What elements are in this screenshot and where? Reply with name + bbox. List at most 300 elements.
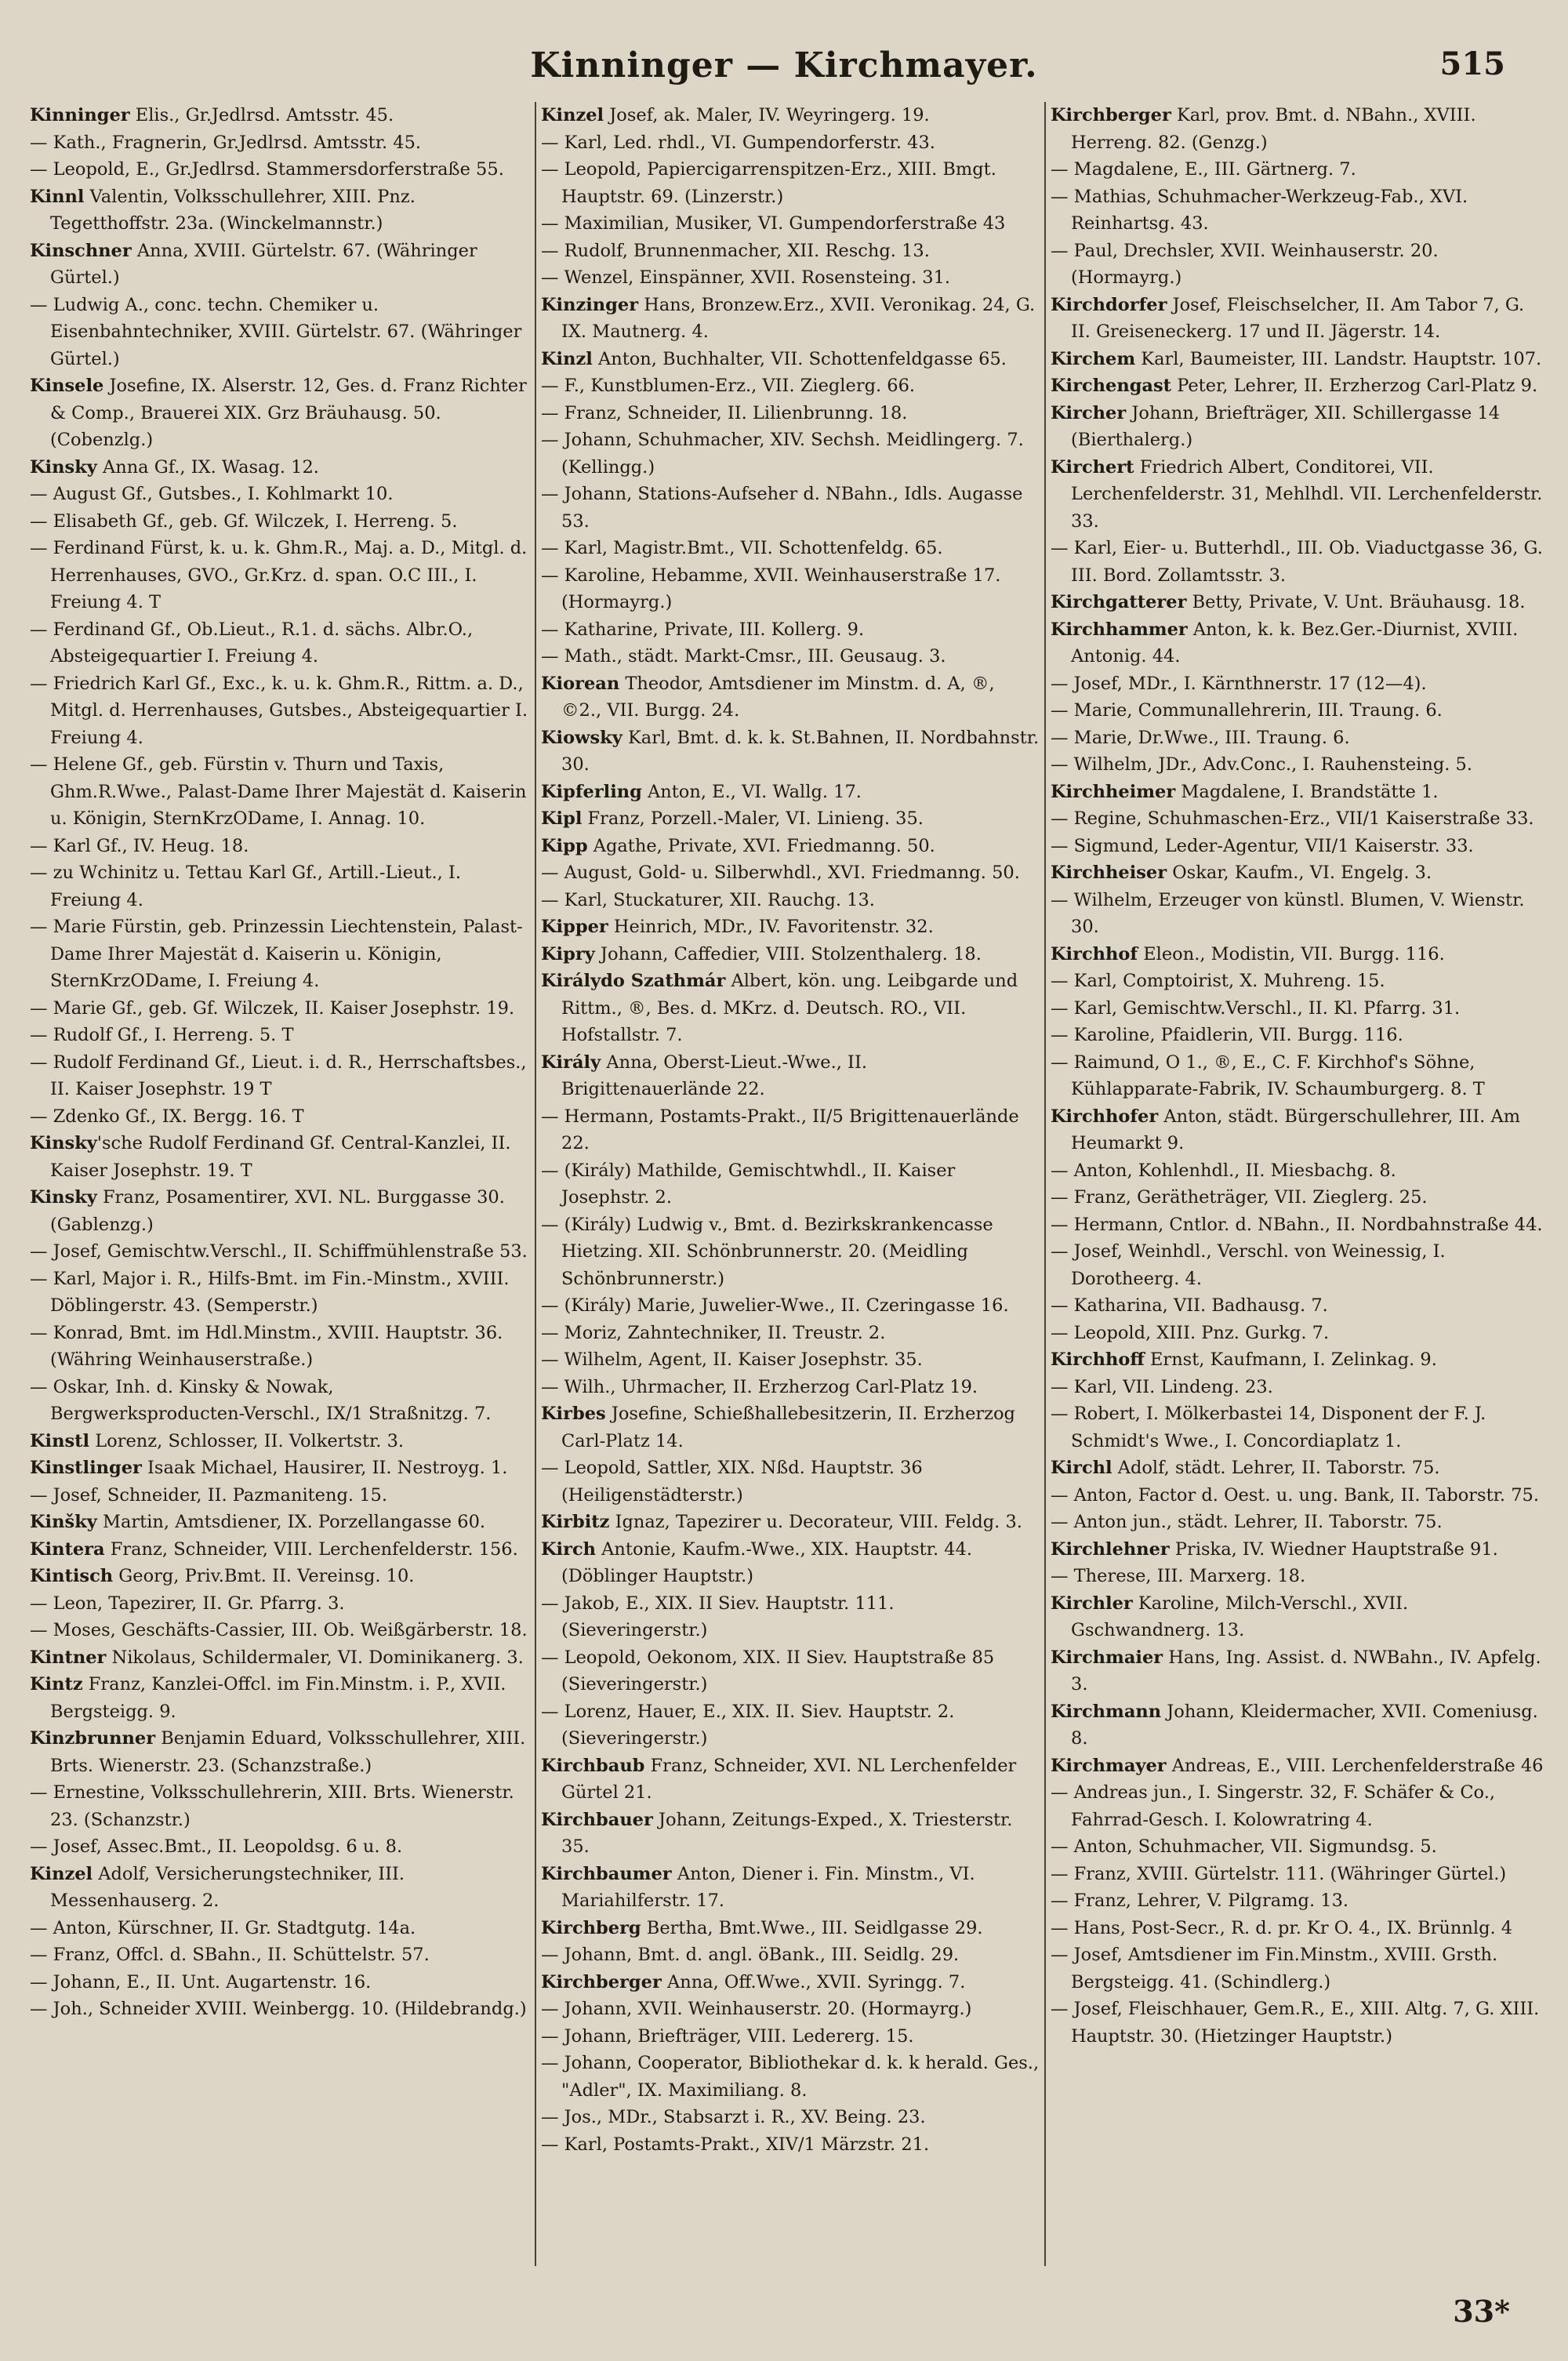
directory-entry [541,725,1040,779]
directory-entry [1051,725,1549,752]
entry-details: Karl, Baumeister, III. Landstr. Hauptstr. 107. [1135,348,1542,369]
entry-details: — Karoline, Hebamme, XVII. Weinhauserstraße 17. (Hormayrg.) [541,565,1001,612]
entry-details: Franz, Kanzlei-Offcl. im Fin.Minstm. i. P., XVII. Bergsteigg. 9. [50,1674,506,1722]
entry-details: — Helene Gf., geb. Fürstin v. Thurn und Taxis, Ghm.R.Wwe., Palast-Dame Ihrer Majestät d. Kaiserin u. Königin, SternKrzODame, I. Annag. 10. [30,754,527,829]
directory-entry [30,751,530,833]
entry-details: — August, Gold- u. Silberwhdl., XVI. Friedmanng. 50. [541,863,1020,883]
entry-surname: Kirchhammer [1051,619,1188,640]
entry-details: — Anton, Factor d. Oest. u. ung. Bank, II. Taborstr. 75. [1051,1484,1540,1506]
directory-entry [1051,1753,1549,1780]
directory-entry [30,1509,530,1536]
directory-entry [1051,1833,1549,1861]
directory-entry [1051,1644,1549,1698]
directory-entry [541,1157,1040,1211]
entry-surname: Kinsky [30,1187,97,1208]
directory-entry [1051,1320,1549,1347]
entry-details: Eleon., Modistin, VII. Burgg. 116. [1138,943,1445,964]
directory-entry [541,210,1040,238]
entry-details: — Karoline, Pfaidlerin, VII. Burgg. 116. [1051,1025,1403,1045]
entry-details: — August Gf., Gutsbes., I. Kohlmarkt 10. [30,484,394,504]
directory-entry [1051,1238,1549,1292]
entry-details: Oskar, Kaufm., VI. Engelg. 3. [1167,863,1432,883]
directory-entry [30,995,530,1022]
entry-details: Johann, Caffedier, VIII. Stolzenthalerg. 18. [594,943,982,964]
entry-surname: Kinstl [30,1430,90,1451]
entry-details: Ernst, Kaufmann, I. Zelinkag. 9. [1144,1349,1437,1370]
directory-entry [1051,1374,1549,1401]
directory-entry [541,779,1040,806]
directory-entry [30,508,530,536]
directory-entry [30,1861,530,1915]
entry-details: Heinrich, MDr., IV. Favoritenstr. 32. [608,917,934,937]
entry-details: Magdalene, I. Brandstätte 1. [1175,781,1439,802]
entry-details: Anton, städt. Bürgerschullehrer, III. Am Heumarkt 9. [1071,1106,1521,1153]
entry-details: — Wenzel, Einspänner, XVII. Rosensteing. 31. [541,267,951,288]
entry-surname: Kirchdorfer [1051,294,1167,315]
entry-details: — Johann, Cooperator, Bibliothekar d. k. k herald. Ges., "Adler", IX. Maximiliang. 8. [541,2053,1040,2101]
entry-surname: Kipry [541,943,595,964]
entry-details: — Karl, Eier- u. Butterhdl., III. Ob. Viaductgasse 36, G. III. Bord. Zollamtsstr. 3. [1051,538,1543,586]
entry-details: — Robert, I. Mölkerbastei 14, Disponent der F. J. Schmidt's Wwe., I. Concordiaplatz 1. [1051,1404,1486,1451]
directory-entry [541,1346,1040,1374]
entry-details: Franz, Schneider, XVI. NL Lerchenfelder Gürtel 21. [561,1755,1017,1803]
directory-entry [30,616,530,670]
directory-entry [541,670,1040,725]
entry-details: — Josef, Fleischhauer, Gem.R., E., XIII. Altg. 7, G. XIII. Hauptstr. 30. (Hietzinger Hauptstr.) [1051,1999,1540,2047]
entry-details: — Karl Gf., IV. Heug. 18. [30,835,249,856]
directory-entry [541,129,1040,157]
entry-details: — Johann, E., II. Unt. Augartenstr. 16. [30,1971,372,1992]
directory-entry [541,1374,1040,1401]
directory-entry [541,859,1040,887]
directory-entry [1051,1915,1549,1942]
entry-details: Georg, Priv.Bmt. II. Vereinsg. 10. [113,1566,415,1586]
entry-details: — Franz, Lehrer, V. Pilgramg. 13. [1051,1891,1349,1911]
entry-details: — Jos., MDr., Stabsarzt i. R., XV. Being. 23. [541,2107,926,2127]
directory-entry [541,1969,1040,1996]
directory-entry [30,156,530,183]
entry-details: Bertha, Bmt.Wwe., III. Seidlgasse 29. [641,1917,983,1938]
directory-entry [30,535,530,616]
directory-entry [30,1915,530,1942]
entry-details: — Ferdinand Gf., Ob.Lieut., R.1. d. sächs. Albr.O., Absteigequartier I. Freiung 4. [30,619,474,667]
directory-entry [30,1022,530,1049]
directory-entry [1051,1455,1549,1482]
directory-entry [1051,238,1549,292]
directory-entry [541,238,1040,265]
entry-details: — Rudolf, Brunnenmacher, XII. Reschg. 13. [541,240,930,261]
entry-details: — Maximilian, Musiker, VI. Gumpendorferstraße 43 [541,213,1006,234]
directory-entry [30,238,530,292]
directory-entry [1051,1536,1549,1564]
entry-surname: Kinzinger [541,294,639,315]
entry-details: — Karl, Stuckaturer, XII. Rauchg. 13. [541,889,875,910]
directory-entry [30,1428,530,1455]
directory-entry [30,1482,530,1509]
entry-details: — Regine, Schuhmaschen-Erz., VII/1 Kaiserstraße 33. [1051,808,1534,829]
entry-details: — Franz, Gerätheträger, VII. Zieglerg. 25. [1051,1187,1428,1208]
directory-entry [1051,995,1549,1022]
entry-details: — Mathias, Schuhmacher-Werkzeug-Fab., XVI. Reinhartsg. 43. [1051,186,1468,234]
entry-surname: Kirchlehner [1051,1538,1170,1560]
running-head: Kinninger — Kirchmayer. [530,45,1038,85]
directory-entry [30,292,530,373]
entry-details: — Ludwig A., conc. techn. Chemiker u. Eisenbahntechniker, XVIII. Gürtelstr. 67. (Währinger Gürtel.) [30,294,522,369]
entry-surname: Kintner [30,1647,107,1668]
entry-details: Anton, E., VI. Wallg. 17. [641,781,862,802]
directory-entry [541,372,1040,400]
entry-surname: Kirchhof [1051,943,1138,964]
directory-entry [541,1211,1040,1293]
directory-entry [541,1320,1040,1347]
directory-entry [30,1941,530,1969]
directory-entry [30,1455,530,1482]
entry-details: Benjamin Eduard, Volksschullehrer, XIII. Brts. Wienerstr. 23. (Schanzstraße.) [50,1728,526,1776]
directory-entry [1051,1861,1549,1888]
entry-details: — Karl, VII. Lindeng. 23. [1051,1376,1273,1397]
directory-entry [541,1292,1040,1320]
directory-entry [1051,1292,1549,1320]
entry-details: — Franz, Schneider, II. Lilienbrunng. 18. [541,402,908,423]
entry-details: — Karl, Magistr.Bmt., VII. Schottenfeldg. 65. [541,538,943,558]
directory-entry [30,1049,530,1103]
entry-surname: Kirchl [1051,1458,1112,1478]
directory-entry [541,427,1040,481]
directory-entry [1051,183,1549,238]
directory-entry [541,2050,1040,2104]
directory-entry [1051,1482,1549,1509]
directory-entry [30,102,530,129]
entry-details: — Anton, Schuhmacher, VII. Sigmundsg. 5. [1051,1836,1437,1857]
directory-entry [1051,1779,1549,1833]
entry-details: — Johann, Briefträger, VIII. Ledererg. 15. [541,2025,914,2047]
column-right [1044,102,1554,2266]
entry-details: Hans, Ing. Assist. d. NWBahn., IV. Apfelg. 3. [1071,1647,1541,1694]
directory-entry [1051,1563,1549,1590]
entry-surname: Kiowsky [541,727,622,748]
directory-entry [1051,1103,1549,1157]
directory-entry [541,2104,1040,2131]
directory-entry [541,1536,1040,1590]
entry-details: — Therese, III. Marxerg. 18. [1051,1566,1306,1586]
entry-details: — (Király) Ludwig v., Bmt. d. Bezirkskrankencasse Hietzing. XII. Schönbrunnerstr. 20. (Meidling Schönbrunnerstr.) [541,1214,993,1289]
entry-surname: Kirchberg [541,1917,641,1938]
entry-details: — Josef, Amtsdiener im Fin.Minstm., XVIII. Grsth. Bergsteigg. 41. (Schindlerg.) [1051,1945,1498,1992]
directory-entry [541,156,1040,210]
entry-surname: Kinsky [30,1133,97,1153]
page-number: 515 [1439,45,1505,82]
entry-surname: Kintz [30,1674,83,1694]
entry-details: — Karl, Comptoirist, X. Muhreng. 15. [1051,971,1385,991]
entry-surname: Kinzel [30,1863,93,1884]
entry-details: Anton, Buchhalter, VII. Schottenfeldgasse 65. [592,348,1007,369]
entry-details: Josef, ak. Maler, IV. Weyringerg. 19. [604,105,930,125]
directory-entry [1051,400,1549,454]
directory-entry [1051,372,1549,400]
directory-entry [30,1266,530,1320]
entry-details: — Katharine, Private, III. Kollerg. 9. [541,619,865,640]
directory-entry [30,1103,530,1131]
entry-details: — Moriz, Zahntechniker, II. Treustr. 2. [541,1322,886,1343]
entry-surname: Kinsele [30,376,104,396]
entry-surname: Kintera [30,1538,105,1560]
entry-details: — Johann, Bmt. d. angl. öBank., III. Seidlg. 29. [541,1945,960,1965]
entry-details: — Rudolf Ferdinand Gf., Lieut. i. d. R., Herrschaftsbes., II. Kaiser Josephstr. 19 T [30,1052,527,1099]
entry-details: — Andreas jun., I. Singerstr. 32, F. Schäfer & Co., Fahrrad-Gesch. I. Kolowratring 4. [1051,1782,1496,1830]
column-left [25,102,535,2266]
entry-details: Andreas, E., VIII. Lerchenfelderstraße 46 [1166,1755,1544,1776]
entry-details: — Anton jun., städt. Lehrer, II. Taborstr. 75. [1051,1512,1443,1532]
entry-details: — Wilhelm, JDr., Adv.Conc., I. Rauhensteing. 5. [1051,754,1472,775]
entry-surname: Kirbitz [541,1512,610,1532]
entry-surname: Kirchbauer [541,1809,653,1830]
directory-entry [541,1049,1040,1103]
directory-entry [30,1617,530,1644]
entry-details: Karl, prov. Bmt. d. NBahn., XVIII. Herreng. 82. (Genzg.) [1071,105,1476,153]
directory-entry [541,1455,1040,1509]
entry-details: — Leopold, XIII. Pnz. Gurkg. 7. [1051,1322,1330,1343]
entry-details: — Hans, Post-Secr., R. d. pr. Kr O. 4., IX. Brünnlg. 4 [1051,1917,1513,1938]
directory-entry [1051,1941,1549,1996]
directory-entry [541,1590,1040,1644]
entry-details: Martin, Amtsdiener, IX. Porzellangasse 60. [96,1512,486,1532]
entry-details: Valentin, Volksschullehrer, XIII. Pnz. Tegetthoffstr. 23a. (Winckelmannstr.) [50,186,416,234]
directory-entry [541,1941,1040,1969]
directory-entry [1051,779,1549,806]
entry-details: — Johann, Schuhmacher, XIV. Sechsh. Meidlingerg. 7. (Kellingg.) [541,430,1024,478]
directory-entry [541,968,1040,1049]
entry-details: Anton, Diener i. Fin. Minstm., VI. Mariahilferstr. 17. [561,1863,975,1911]
entry-surname: Kipl [541,808,583,829]
directory-entry [541,2023,1040,2050]
entry-details: — (Király) Mathilde, Gemischtwhdl., II. Kaiser Josephstr. 2. [541,1160,956,1208]
entry-details: — Hermann, Cntlor. d. NBahn., II. Nordbahnstraße 44. [1051,1214,1543,1235]
entry-details: Hans, Bronzew.Erz., XVII. Veronikag. 24, G. IX. Mautnerg. 4. [561,294,1036,342]
entry-surname: Kinsky [30,456,97,478]
directory-entry [1051,941,1549,968]
directory-entry [1051,968,1549,995]
entry-surname: Kirchheiser [1051,863,1167,883]
directory-entry [30,1184,530,1238]
directory-entry [541,346,1040,373]
directory-entry [1051,1400,1549,1455]
directory-entry [541,1807,1040,1861]
directory-entry [1051,1590,1549,1644]
entry-details: — Kath., Fragnerin, Gr.Jedlrsd. Amtsstr. 45. [30,132,422,153]
entry-details: Betty, Private, V. Unt. Bräuhausg. 18. [1186,592,1526,612]
entry-surname: Kirchbaub [541,1755,645,1776]
entry-details: — Josef, Weinhdl., Verschl. von Weinessig, I. Dorotheerg. 4. [1051,1241,1446,1289]
entry-details: Anton, k. k. Bez.Ger.-Diurnist, XVIII. Antonig. 44. [1071,619,1519,667]
entry-details: Josefine, IX. Alserstr. 12, Ges. d. Franz Richter & Comp., Brauerei XIX. Grz Bräuhausg. 50. (Cobenzlg.) [50,376,527,450]
directory-entry [1051,670,1549,698]
entry-details: Lorenz, Schlosser, II. Volkertstr. 3. [89,1430,405,1451]
entry-surname: Király [541,1052,601,1073]
entry-details: Friedrich Albert, Conditorei, VII. Lerchenfelderstr. 31, Mehlhdl. VII. Lerchenfelderstr. 33. [1071,456,1543,532]
entry-details: — Anton, Kürschner, II. Gr. Stadtgutg. 14a. [30,1917,416,1938]
entry-surname: Kiorean [541,673,620,694]
entry-details: — Karl, Gemischtw.Verschl., II. Kl. Pfarrg. 31. [1051,997,1461,1019]
entry-details: — Wilhelm, Erzeuger von künstl. Blumen, V. Wienstr. 30. [1051,889,1525,937]
entry-surname: Kirchhoff [1051,1349,1145,1370]
entry-surname: Kipferling [541,781,642,802]
directory-entry [541,1400,1040,1455]
directory-entry [1051,102,1549,156]
directory-entry [30,1320,530,1374]
directory-entry [1051,454,1549,536]
page-header [0,45,1568,93]
directory-entry [30,129,530,157]
entry-details: — Ferdinand Fürst, k. u. k. Ghm.R., Maj. a. D., Mitgl. d. Herrenhauses, GVO., Gr.Krz. d. span. O.C III., I. Freiung 4. T [30,538,528,612]
entry-details: — Karl, Postamts-Prakt., XIV/1 Märzstr. 21. [541,2134,930,2155]
entry-details: — Leon, Tapezirer, II. Gr. Pfarrg. 3. [30,1593,345,1614]
directory-entry [541,102,1040,129]
entry-details: Ignaz, Tapezirer u. Decorateur, VIII. Feldg. 3. [609,1512,1022,1532]
directory-entry [30,1238,530,1266]
directory-entry [30,670,530,752]
directory-entry [541,562,1040,616]
entry-surname: Kinzel [541,105,604,125]
entry-surname: Kinzl [541,348,593,369]
directory-entry [541,2131,1040,2159]
entry-details: — Karl, Led. rhdl., VI. Gumpendorferstr. 43. [541,132,935,153]
entry-details: Franz, Porzell.-Maler, VI. Linieng. 35. [582,808,924,829]
entry-details: — F., Kunstblumen-Erz., VII. Zieglerg. 66. [541,376,916,396]
entry-details: — Jakob, E., XIX. II Siev. Hauptstr. 111. (Sieveringerstr.) [541,1593,895,1640]
entry-details: — Josef, MDr., I. Kärnthnerstr. 17 (12—4). [1051,673,1427,694]
entry-surname: Kirchberger [541,1971,662,1992]
entry-details: — Leopold, Oekonom, XIX. II Siev. Hauptstraße 85 (Sieveringerstr.) [541,1647,995,1694]
entry-details: — Marie Fürstin, geb. Prinzessin Liechtenstein, Palast-Dame Ihrer Majestät d. Kaiserin u. Königin, SternKrzODame, I. Freiung 4. [30,917,523,991]
directory-entry [30,1130,530,1184]
directory-entry [1051,535,1549,589]
directory-entry [1051,616,1549,670]
directory-entry [1051,156,1549,183]
column-middle [535,102,1044,2266]
directory-entry [30,859,530,914]
directory-entry [541,1644,1040,1698]
directory-entry [1051,805,1549,833]
entry-surname: Kirchert [1051,456,1134,478]
directory-entry [541,292,1040,346]
entry-details: — Johann, Stations-Aufseher d. NBahn., Idls. Augasse 53. [541,484,1023,532]
entry-details: — Moses, Geschäfts-Cassier, III. Ob. Weißgärberstr. 18. [30,1620,528,1640]
directory-entry [541,1861,1040,1915]
entry-surname: Kircher [1051,402,1127,423]
entry-details: — Oskar, Inh. d. Kinsky & Nowak, Bergwerksproducten-Verschl., IX/1 Straßnitzg. 7. [30,1376,492,1424]
directory-entry [541,264,1040,292]
entry-details: Karoline, Milch-Verschl., XVII. Gschwandnerg. 13. [1071,1593,1409,1640]
entry-surname: Kinšky [30,1512,97,1532]
entry-details: 'sche Rudolf Ferdinand Gf. Central-Kanzlei, II. Kaiser Josephstr. 19. T [50,1133,511,1181]
directory-entry [30,372,530,454]
entry-details: Anna Gf., IX. Wasag. 12. [96,456,319,478]
directory-entry [541,1753,1040,1807]
entry-details: — Ernestine, Volksschullehrerin, XIII. Brts. Wienerstr. 23. (Schanzstr.) [30,1782,514,1830]
entry-details: — Anton, Kohlenhdl., II. Miesbachg. 8. [1051,1160,1396,1181]
entry-details: — Josef, Assec.Bmt., II. Leopoldsg. 6 u. 8. [30,1836,403,1857]
entry-surname: Kinninger [30,105,130,125]
entry-details: Agathe, Private, XVI. Friedmanng. 50. [587,835,935,856]
entry-details: — Rudolf Gf., I. Herreng. 5. T [30,1025,294,1045]
entry-surname: Kirchmayer [1051,1755,1167,1776]
entry-details: Anna, XVIII. Gürtelstr. 67. (Währinger Gürtel.) [50,240,477,288]
entry-details: — Wilhelm, Agent, II. Kaiser Josephstr. 35. [541,1349,923,1370]
directory-entry [541,914,1040,941]
entry-details: — Franz, Offcl. d. SBahn., II. Schüttelstr. 57. [30,1945,430,1965]
directory-entry [30,833,530,860]
entry-details: Anna, Off.Wwe., XVII. Syringg. 7. [661,1971,966,1992]
directory-entry [1051,589,1549,616]
entry-details: Adolf, städt. Lehrer, II. Taborstr. 75. [1112,1458,1440,1478]
entry-details: — Joh., Schneider XVIII. Weinbergg. 10. (Hildebrandg.) [30,1999,527,2019]
directory-entry [1051,887,1549,941]
directory-entry [1051,1698,1549,1753]
directory-entry [1051,1049,1549,1103]
directory-entry [541,1698,1040,1753]
entry-details: Josef, Fleischselcher, II. Am Tabor 7, G. II. Greiseneckerg. 17 und II. Jägerstr. 14. [1071,294,1525,342]
directory-entry [541,643,1040,670]
entry-surname: Kinschner [30,240,132,261]
entry-details: — Hermann, Postamts-Prakt., II/5 Brigittenauerlände 22. [541,1106,1019,1153]
directory-entry [541,1915,1040,1942]
entry-details: — Zdenko Gf., IX. Bergg. 16. T [30,1106,304,1127]
entry-details: Franz, Schneider, VIII. Lerchenfelderstr. 156. [104,1538,518,1560]
directory-entry [1051,1509,1549,1536]
directory-entry [1051,346,1549,373]
directory-entry [30,1563,530,1590]
entry-details: Isaak Michael, Hausirer, II. Nestroyg. 1. [141,1458,508,1478]
directory-entry [30,1996,530,2023]
entry-details: Adolf, Versicherungstechniker, III. Messenhauserg. 2. [50,1863,405,1911]
directory-entry [1051,697,1549,725]
directory-entry [541,941,1040,968]
directory-entry [30,1590,530,1618]
entry-details: Antonie, Kaufm.-Wwe., XIX. Hauptstr. 44. (Döblinger Hauptstr.) [561,1538,973,1586]
directory-entry [1051,751,1549,779]
entry-details: — Marie, Dr.Wwe., III. Traung. 6. [1051,727,1350,748]
entry-details: Karl, Bmt. d. k. k. St.Bahnen, II. Nordbahnstr. 30. [561,727,1040,775]
directory-entry [30,1536,530,1564]
entry-details: Johann, Zeitungs-Exped., X. Triesterstr. 35. [561,1809,1013,1857]
entry-details: — Leopold, E., Gr.Jedlrsd. Stammersdorferstraße 55. [30,159,504,180]
directory-entry [30,1374,530,1428]
directory-entry [30,481,530,508]
signature-mark: 33* [1453,2294,1510,2329]
directory-entry [541,887,1040,914]
entry-surname: Kirchhofer [1051,1106,1159,1127]
directory-entry [1051,1211,1549,1239]
directory-entry [30,1671,530,1725]
directory-entry [1051,1346,1549,1374]
entry-details: — Josef, Gemischtw.Verschl., II. Schiffmühlenstraße 53. [30,1241,528,1262]
entry-details: — Karl, Major i. R., Hilfs-Bmt. im Fin.-Minstm., XVIII. Döblingerstr. 43. (Semperstr.) [30,1268,510,1316]
entry-details: — Wilh., Uhrmacher, II. Erzherzog Carl-Platz 19. [541,1376,978,1397]
entry-surname: Királydo Szathmár [541,971,726,991]
entry-surname: Kinzbrunner [30,1728,156,1749]
directory-columns [25,102,1554,2266]
directory-entry [1051,292,1549,346]
entry-details: Josefine, Schießhallebesitzerin, II. Erzherzog Carl-Platz 14. [561,1404,1015,1451]
directory-entry [30,183,530,238]
directory-entry [30,1644,530,1672]
directory-entry [541,805,1040,833]
directory-entry [541,535,1040,562]
directory-entry [541,1509,1040,1536]
entry-details: Peter, Lehrer, II. Erzherzog Carl-Platz 9. [1171,376,1538,396]
directory-entry [30,1779,530,1833]
entry-surname: Kirchler [1051,1593,1133,1614]
